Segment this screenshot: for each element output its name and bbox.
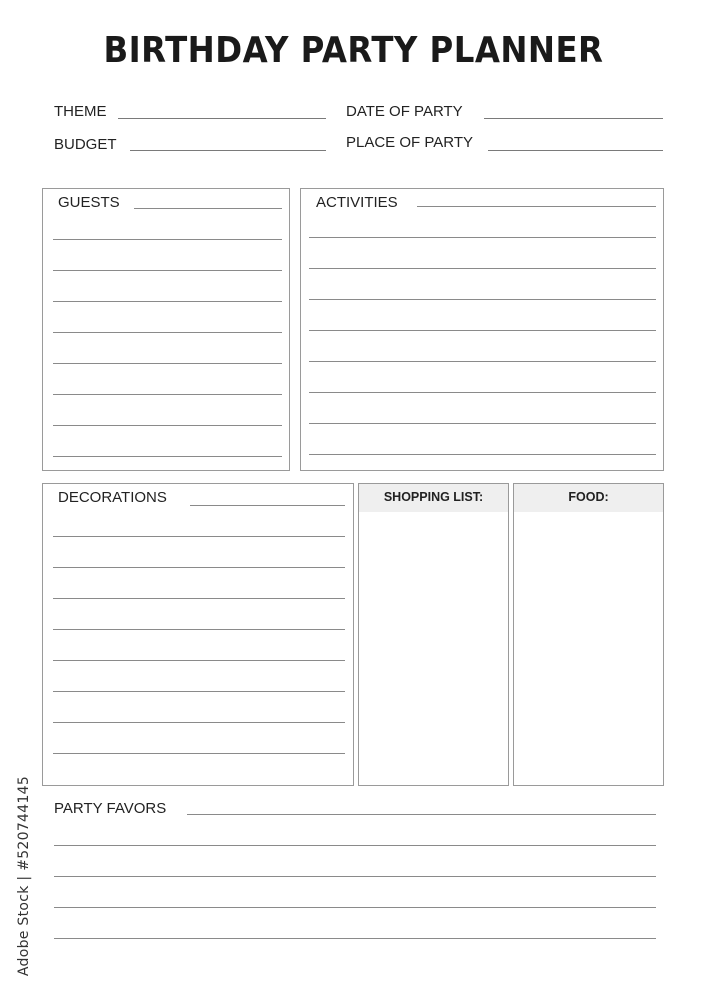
decoration-line[interactable] (53, 598, 345, 599)
decoration-line[interactable] (53, 536, 345, 537)
activity-line[interactable] (309, 392, 656, 393)
shopping-list-box[interactable] (358, 483, 509, 786)
food-header: FOOD: (514, 484, 663, 512)
guests-box (42, 188, 290, 471)
decorations-box (42, 483, 354, 786)
guest-line[interactable] (53, 363, 282, 364)
decorations-header-line[interactable] (190, 505, 345, 506)
guests-header-line[interactable] (134, 208, 282, 209)
decoration-line[interactable] (53, 660, 345, 661)
activity-line[interactable] (309, 423, 656, 424)
activity-line[interactable] (309, 237, 656, 238)
guest-line[interactable] (53, 425, 282, 426)
decoration-line[interactable] (53, 629, 345, 630)
decorations-label: DECORATIONS (58, 489, 167, 506)
decoration-line[interactable] (53, 567, 345, 568)
activity-line[interactable] (309, 268, 656, 269)
activities-header-line[interactable] (417, 206, 656, 207)
activity-line[interactable] (309, 361, 656, 362)
budget-field-line[interactable] (130, 150, 326, 151)
stock-watermark (14, 766, 34, 986)
guest-line[interactable] (53, 394, 282, 395)
decoration-line[interactable] (53, 691, 345, 692)
stock-watermark-text: Adobe Stock | #520744145 (16, 775, 32, 977)
activities-label: ACTIVITIES (316, 194, 398, 211)
food-box[interactable] (513, 483, 664, 786)
theme-field-line[interactable] (118, 118, 326, 119)
party-favors-label: PARTY FAVORS (54, 800, 167, 817)
page-title: BIRTHDAY PARTY PLANNER (103, 30, 604, 71)
decoration-line[interactable] (53, 753, 345, 754)
date-of-party-label: DATE OF PARTY (346, 103, 463, 120)
party-favors-line[interactable] (54, 907, 656, 908)
guest-line[interactable] (53, 270, 282, 271)
place-of-party-field-line[interactable] (488, 150, 663, 151)
party-favors-header-line[interactable] (187, 814, 656, 815)
activity-line[interactable] (309, 454, 656, 455)
guest-line[interactable] (53, 301, 282, 302)
shopping-list-header: SHOPPING LIST: (359, 484, 508, 512)
guest-line[interactable] (53, 456, 282, 457)
activities-box (300, 188, 664, 471)
budget-label: BUDGET (54, 136, 117, 153)
guest-line[interactable] (53, 332, 282, 333)
decoration-line[interactable] (53, 722, 345, 723)
activity-line[interactable] (309, 330, 656, 331)
place-of-party-label: PLACE OF PARTY (346, 134, 473, 151)
guests-label: GUESTS (58, 194, 120, 211)
guest-line[interactable] (53, 239, 282, 240)
theme-label: THEME (54, 103, 107, 120)
party-favors-line[interactable] (54, 938, 656, 939)
party-favors-line[interactable] (54, 876, 656, 877)
date-of-party-field-line[interactable] (484, 118, 663, 119)
activity-line[interactable] (309, 299, 656, 300)
party-favors-line[interactable] (54, 845, 656, 846)
